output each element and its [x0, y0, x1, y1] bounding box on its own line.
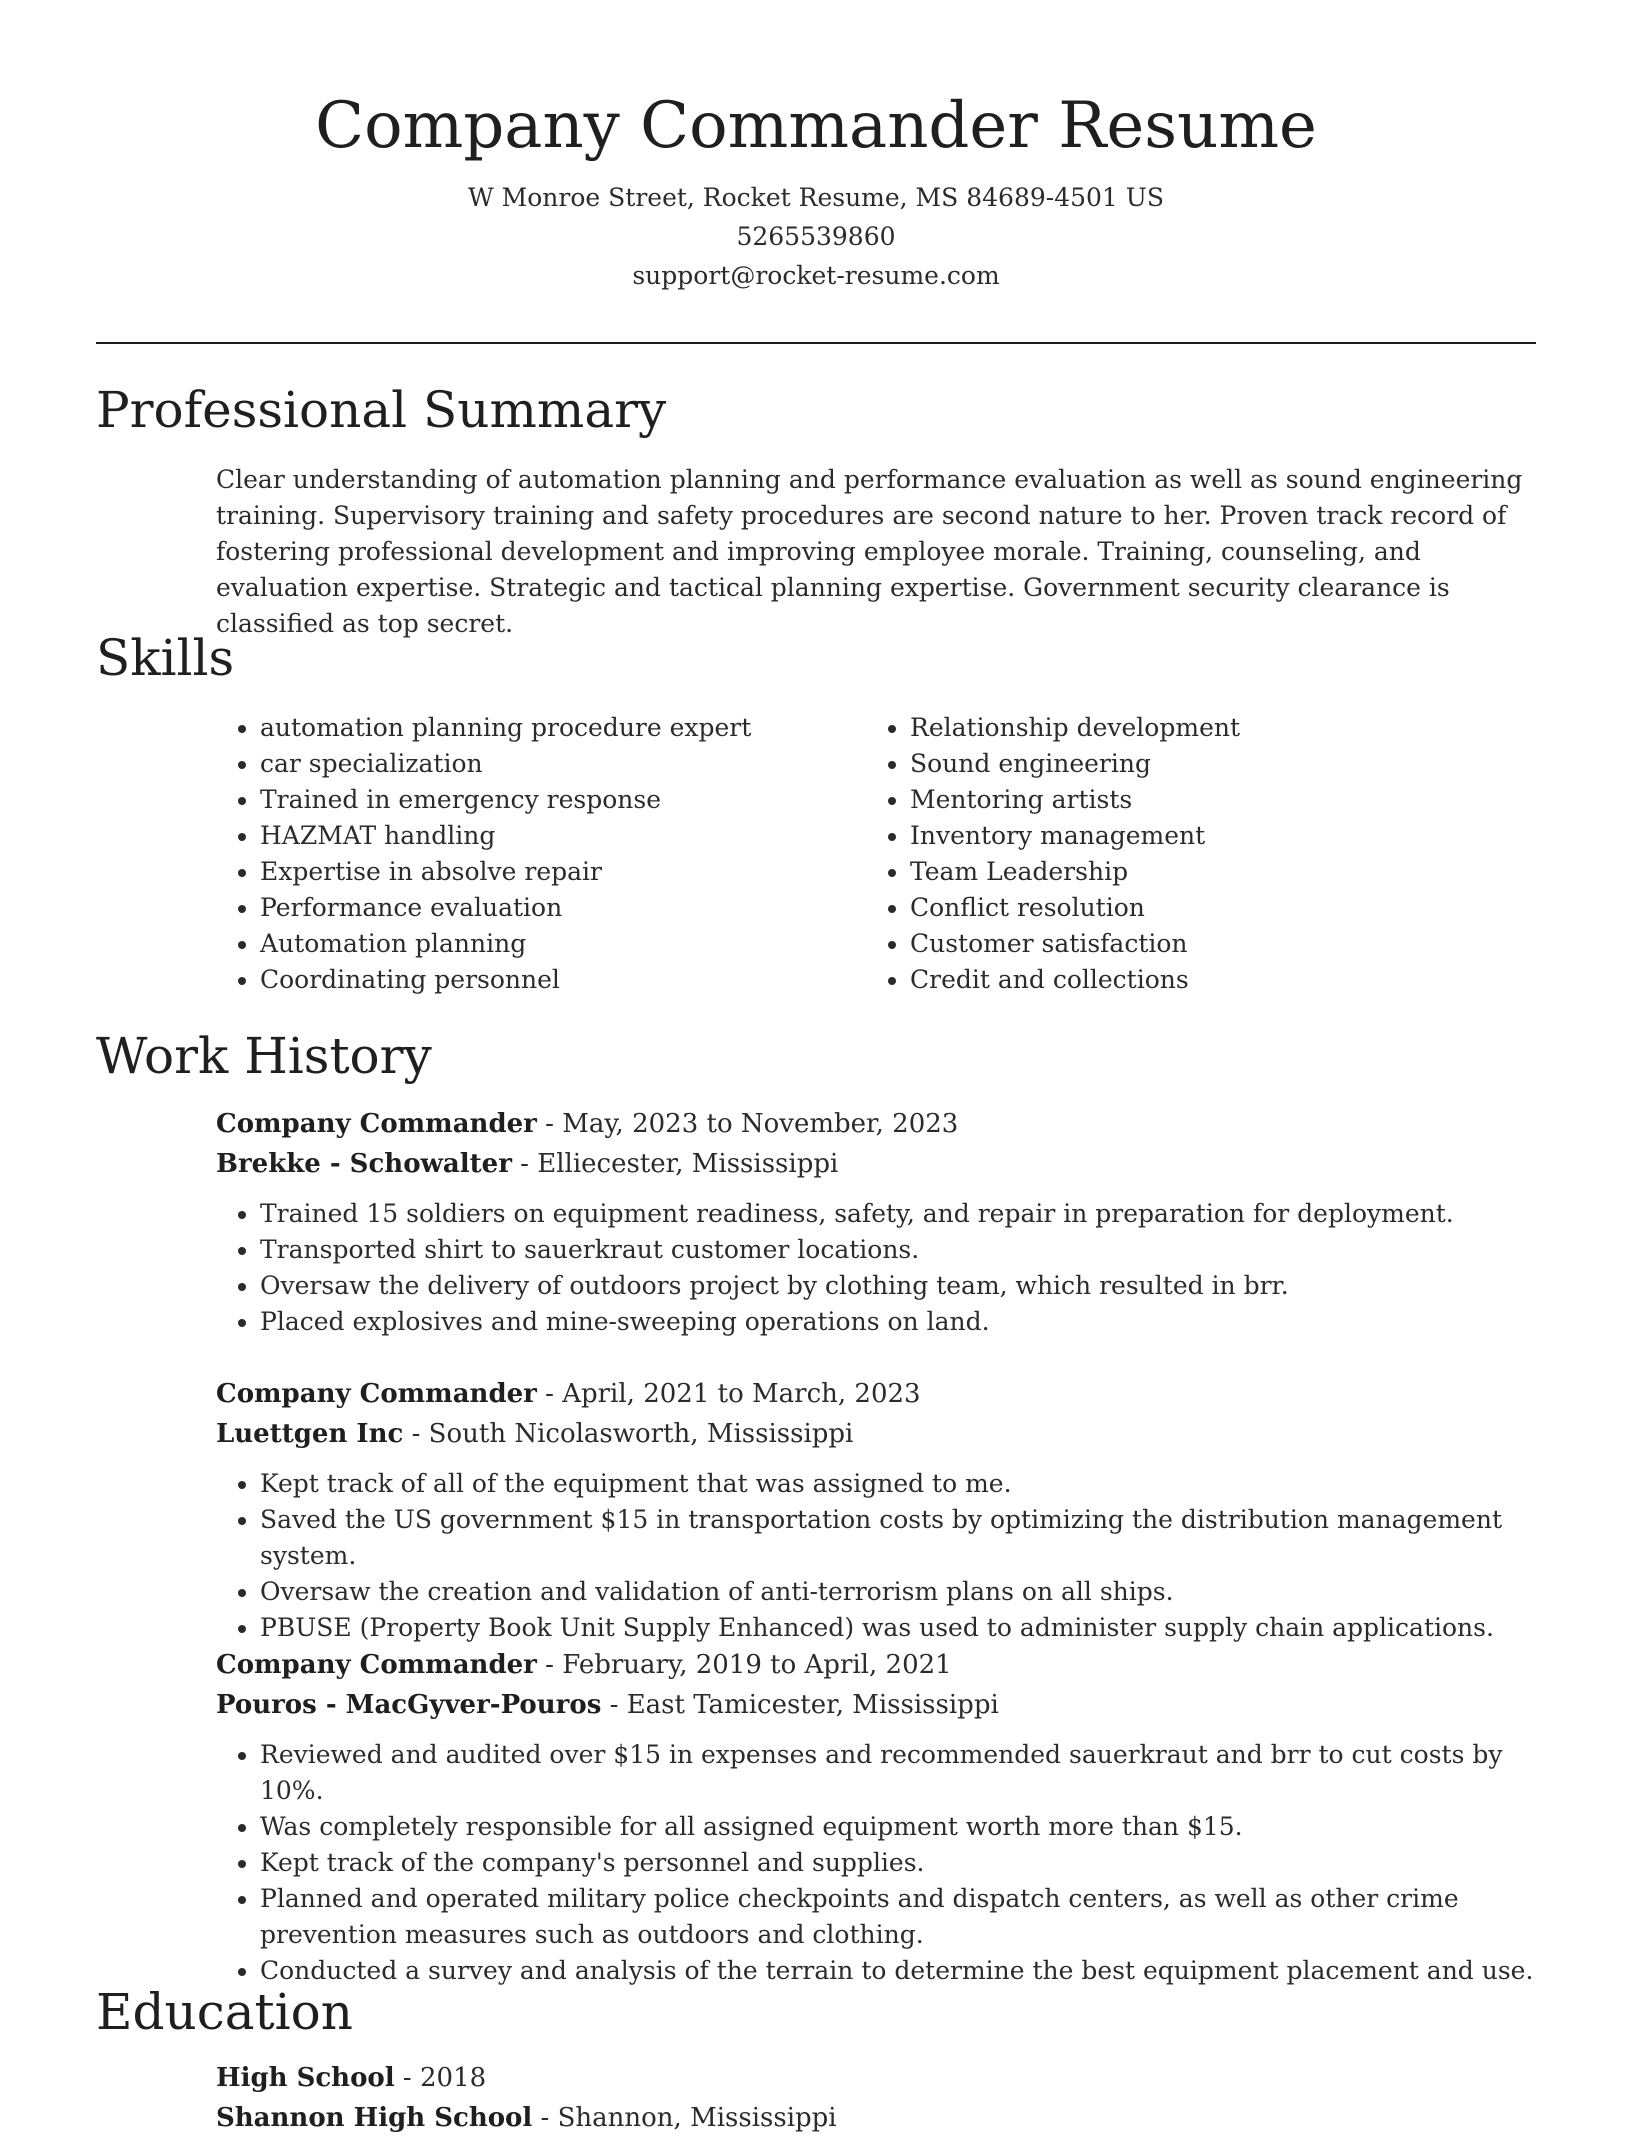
skill-item: • automation planning procedure expert — [260, 710, 836, 746]
skill-item: • Expertise in absolve repair — [260, 854, 836, 890]
skill-item: • Conflict resolution — [910, 890, 1486, 926]
job-duty: • Reviewed and audited over $15 in expenses and recommended sauerkraut and brr to cut costs by 10%. — [260, 1737, 1536, 1809]
skill-item: • Coordinating personnel — [260, 962, 836, 998]
job-location: East Tamicester, Mississippi — [626, 1690, 999, 1720]
education-heading: Education — [96, 1983, 353, 2041]
skill-item: • Mentoring artists — [910, 782, 1486, 818]
skill-item: • Relationship development — [910, 710, 1486, 746]
education-degree-line — [216, 2058, 1536, 2098]
job-title-line — [216, 1374, 1536, 1414]
education-location: Shannon, Mississippi — [557, 2103, 837, 2133]
job-entry — [216, 1104, 1536, 1340]
job-role: Company Commander — [216, 1650, 537, 1680]
job-title-line — [216, 1104, 1536, 1144]
header-divider — [96, 342, 1536, 344]
phone: 5265539860 — [736, 222, 896, 251]
skills-column-left — [216, 710, 836, 998]
job-company-line — [216, 1685, 1536, 1725]
job-duty: • Kept track of all of the equipment that was assigned to me. — [260, 1466, 1536, 1502]
resume-title: Company Commander Resume — [315, 89, 1317, 163]
separator: - — [402, 2063, 420, 2093]
job-duty: • Planned and operated military police checkpoints and dispatch centers, as well as other crime prevention measures such as outdoors and clothing. — [260, 1881, 1536, 1953]
skill-item: • Inventory management — [910, 818, 1486, 854]
skill-item: • car specialization — [260, 746, 836, 782]
job-company: Brekke - Schowalter — [216, 1149, 512, 1179]
education-degree: High School — [216, 2063, 395, 2093]
education-year: 2018 — [419, 2063, 487, 2093]
summary-body — [216, 462, 1536, 642]
separator: - — [540, 2103, 558, 2133]
job-duties — [216, 1196, 1536, 1340]
job-company: Pouros - MacGyver-Pouros — [216, 1690, 602, 1720]
job-duty: • Conducted a survey and analysis of the terrain to determine the best equipment placement and use. — [260, 1953, 1536, 1989]
education-school: Shannon High School — [216, 2103, 533, 2133]
skill-item: • Trained in emergency response — [260, 782, 836, 818]
job-duty: • Saved the US government $15 in transportation costs by optimizing the distribution management system. — [260, 1502, 1536, 1574]
skill-item: • Credit and collections — [910, 962, 1486, 998]
job-company-line — [216, 1414, 1536, 1454]
address: W Monroe Street, Rocket Resume, MS 84689-4501 US — [468, 183, 1164, 212]
email: support@rocket-resume.com — [632, 261, 1000, 290]
separator: - — [609, 1690, 627, 1720]
job-duty: • PBUSE (Property Book Unit Supply Enhanced) was used to administer supply chain applications. — [260, 1610, 1536, 1646]
skill-item: • HAZMAT handling — [260, 818, 836, 854]
job-duty: • Trained 15 soldiers on equipment readiness, safety, and repair in preparation for deployment. — [260, 1196, 1536, 1232]
skills-list-left — [216, 710, 836, 998]
education-school-line — [216, 2098, 1536, 2138]
summary-text: Clear understanding of automation planning and performance evaluation as well as sound engineering training. Supervisory training and safety procedures are second nature to her. Proven track record of fostering professional development and improving employee morale. Training, counseling, and evaluation expertise. Strategic and tactical planning expertise. Government security clearance is classified as top secret. — [216, 465, 1523, 638]
job-title-line — [216, 1645, 1536, 1685]
job-duty: • Transported shirt to sauerkraut customer locations. — [260, 1232, 1536, 1268]
work-history-heading: Work History — [96, 1027, 432, 1085]
skills-column-right — [866, 710, 1486, 998]
job-duty: • Placed explosives and mine-sweeping operations on land. — [260, 1304, 1536, 1340]
skill-item: • Sound engineering — [910, 746, 1486, 782]
summary-heading: Professional Summary — [96, 381, 667, 439]
separator: - — [545, 1650, 563, 1680]
separator: - — [520, 1149, 538, 1179]
job-duty: • Oversaw the delivery of outdoors project by clothing team, which resulted in brr. — [260, 1268, 1536, 1304]
job-duties — [216, 1737, 1536, 1989]
job-duties — [216, 1466, 1536, 1646]
job-role: Company Commander — [216, 1109, 537, 1139]
contact-info — [0, 178, 1632, 295]
skill-item: • Customer satisfaction — [910, 926, 1486, 962]
job-location: Elliecester, Mississippi — [537, 1149, 839, 1179]
separator: - — [411, 1419, 429, 1449]
job-location: South Nicolasworth, Mississippi — [428, 1419, 854, 1449]
job-role: Company Commander — [216, 1379, 537, 1409]
job-company: Luettgen Inc — [216, 1419, 404, 1449]
job-company-line — [216, 1144, 1536, 1184]
skill-item: • Automation planning — [260, 926, 836, 962]
job-dates: May, 2023 to November, 2023 — [562, 1109, 959, 1139]
skill-item: • Performance evaluation — [260, 890, 836, 926]
job-duty: • Oversaw the creation and validation of anti-terrorism plans on all ships. — [260, 1574, 1536, 1610]
job-entry — [216, 1645, 1536, 1989]
job-duty: • Kept track of the company's personnel and supplies. — [260, 1845, 1536, 1881]
job-duty: • Was completely responsible for all assigned equipment worth more than $15. — [260, 1809, 1536, 1845]
separator: - — [545, 1379, 563, 1409]
separator: - — [545, 1109, 563, 1139]
skills-heading: Skills — [96, 629, 235, 687]
job-dates: April, 2021 to March, 2023 — [562, 1379, 921, 1409]
resume-header — [0, 80, 1632, 295]
job-dates: February, 2019 to April, 2021 — [562, 1650, 952, 1680]
education-entry — [216, 2058, 1536, 2138]
job-entry — [216, 1374, 1536, 1646]
skill-item: • Team Leadership — [910, 854, 1486, 890]
skills-list-right — [866, 710, 1486, 998]
